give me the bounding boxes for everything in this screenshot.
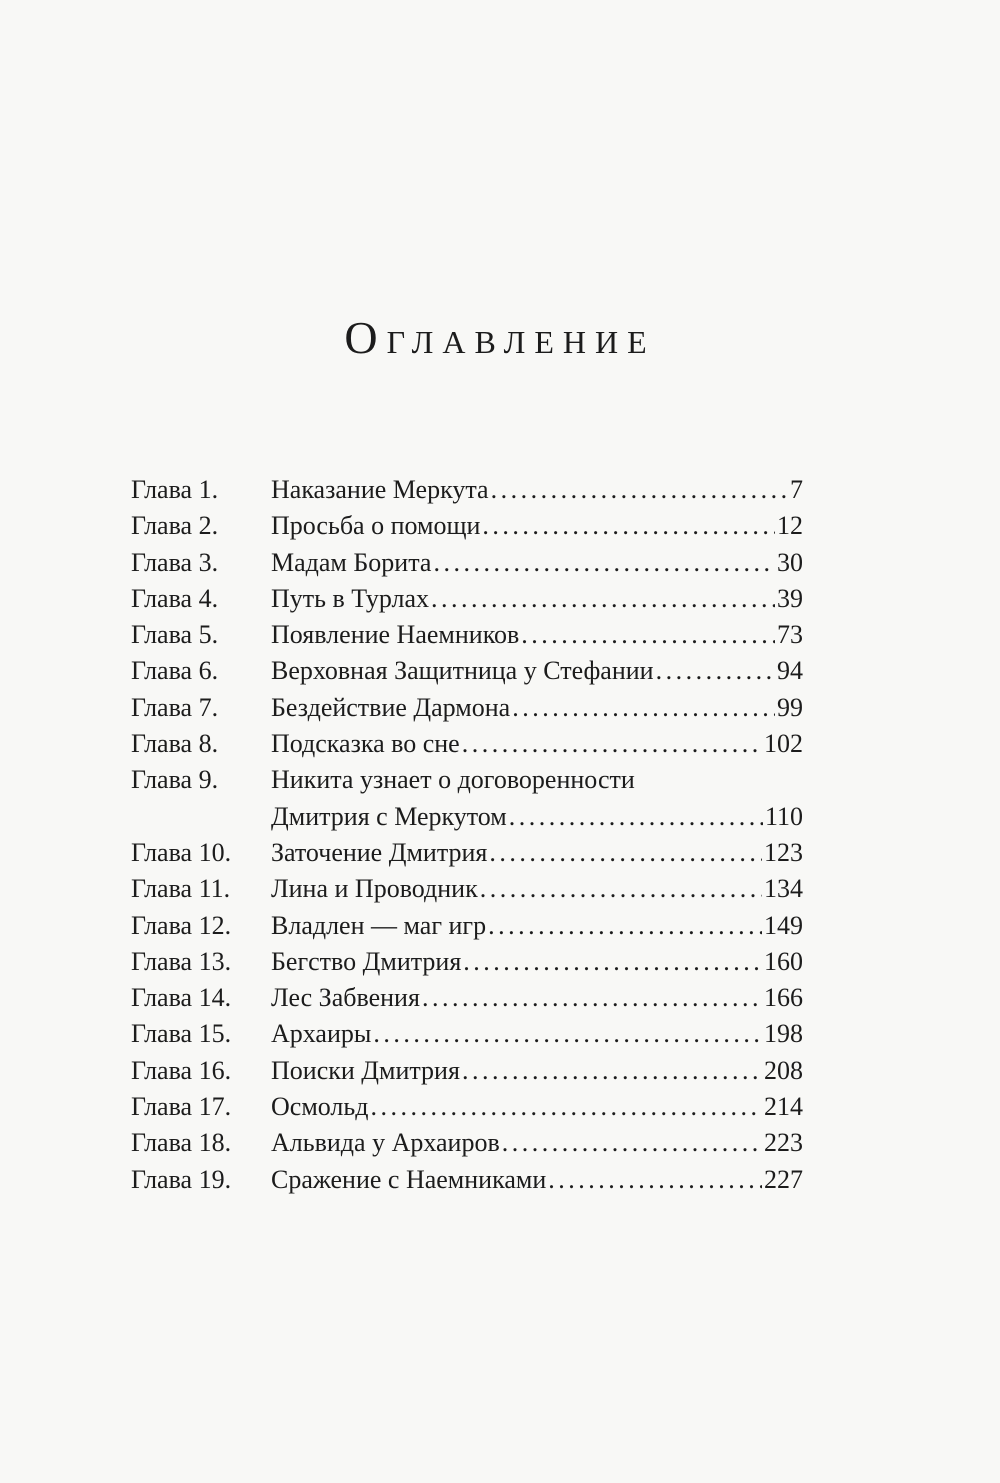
dot-leader [502,1125,762,1161]
dot-leader [509,799,763,835]
chapter-label: Глава 17. [131,1092,232,1122]
chapter-page-number: 134 [764,874,803,904]
chapter-title: Архаиры [271,1019,372,1049]
chapter-label: Глава 10. [131,837,232,867]
dot-leader [462,726,762,762]
toc-row [131,871,803,907]
chapter-title: Дмитрия с Меркутом [271,801,507,831]
chapter-entry [271,1125,803,1161]
chapter-label: Глава 11. [131,874,231,904]
toc-row [131,690,803,726]
chapter-page-number: 110 [764,801,803,831]
chapter-entry [271,835,803,871]
dot-leader [548,1162,762,1198]
chapter-title: Сражение с Наемниками [271,1164,547,1194]
dot-leader [482,508,775,544]
chapter-page-number: 214 [764,1092,803,1122]
dot-leader [463,944,762,980]
chapter-page-number: 102 [764,729,803,759]
chapter-label: Глава 6. [131,656,219,686]
chapter-entry [271,799,803,835]
chapter-title: Бездействие Дармона [271,692,511,722]
chapter-title: Поиски Дмитрия [271,1055,460,1085]
chapter-title: Просьба о помощи [271,511,481,541]
dot-leader [489,835,762,871]
dot-leader [433,545,775,581]
toc-row [131,835,803,871]
dot-leader [373,1016,762,1052]
chapter-title: Лес Забвения [271,983,420,1013]
chapter-title: Путь в Турлах [271,583,430,613]
chapter-entry [271,1089,803,1125]
toc-row [131,980,803,1016]
chapter-label: Глава 5. [131,620,219,650]
toc-row [131,472,803,508]
dot-leader [431,581,775,617]
toc-row [131,944,803,980]
chapter-title: Наказание Меркута [271,475,489,504]
chapter-page-number: 166 [764,983,803,1013]
chapter-title: Владлен — маг игр [271,910,487,940]
toc-row [131,1016,803,1052]
dot-leader [422,980,762,1016]
chapter-label: Глава 16. [131,1055,232,1085]
chapter-title: Бегство Дмитрия [271,946,462,976]
chapter-label: Глава 9. [131,765,219,795]
chapter-label: Глава 8. [131,729,219,759]
chapter-title: Осмольд [271,1092,369,1122]
toc-row [131,1125,803,1161]
chapter-label: Глава 1. [131,475,219,504]
dot-leader [512,690,775,726]
chapter-page-number: 12 [777,511,803,541]
chapter-label: Глава 2. [131,511,219,541]
chapter-label: Глава 3. [131,547,219,577]
toc-row [131,1162,803,1198]
chapter-entry [271,653,803,689]
chapter-label: Глава 13. [131,946,232,976]
toc-row [131,726,803,762]
chapter-entry [271,944,803,980]
chapter-page-number: 227 [764,1164,803,1194]
chapter-title-line-1: Никита узнает о договоренности [271,765,635,795]
chapter-title: Верховная Защитница у Стефании [271,656,654,686]
chapter-entry [271,1053,803,1089]
chapter-title: Подсказка во сне [271,729,460,759]
toc-row [131,762,803,835]
chapter-entry [271,508,803,544]
dot-leader [462,1053,762,1089]
dot-leader [480,871,762,907]
toc-row [131,908,803,944]
chapter-entry [271,617,803,653]
chapter-entry [271,871,803,907]
chapter-page-number: 208 [764,1055,803,1085]
chapter-page-number: 73 [777,620,803,650]
chapter-entry [271,1016,803,1052]
dot-leader [491,472,788,508]
chapter-label: Глава 15. [131,1019,232,1049]
chapter-title: Заточение Дмитрия [271,837,488,867]
dot-leader [488,908,762,944]
chapter-title: Мадам Борита [271,547,432,577]
dot-leader [371,1089,763,1125]
chapter-page-number: 223 [764,1128,803,1158]
chapter-page-number: 123 [764,837,803,867]
chapter-label: Глава 14. [131,983,232,1013]
page-title: Оглавление [344,311,656,363]
toc-row [131,617,803,653]
chapter-entry [271,690,803,726]
dot-leader [521,617,775,653]
chapter-title: Альвида у Архаиров [271,1128,500,1158]
toc-row [131,581,803,617]
toc-row [131,1053,803,1089]
chapter-page-number: 198 [764,1019,803,1049]
chapter-label: Глава 18. [131,1128,232,1158]
chapter-entry [271,1162,803,1198]
chapter-entry [271,726,803,762]
chapter-entry [271,908,803,944]
toc-row [131,508,803,544]
toc-row [131,545,803,581]
chapter-entry [271,581,803,617]
chapter-title: Появление Наемников [271,620,520,650]
table-of-contents [131,472,803,1198]
dot-leader [656,653,775,689]
chapter-entry [271,545,803,581]
chapter-label: Глава 19. [131,1164,232,1194]
chapter-page-number: 94 [777,656,803,686]
toc-row [131,1089,803,1125]
chapter-page-number: 160 [764,946,803,976]
chapter-label: Глава 12. [131,910,232,940]
chapter-page-number: 7 [790,475,803,504]
chapter-page-number: 39 [777,583,803,613]
chapter-label: Глава 4. [131,583,219,613]
chapter-entry [271,980,803,1016]
chapter-label: Глава 7. [131,692,219,722]
chapter-page-number: 99 [777,692,803,722]
toc-row [131,653,803,689]
chapter-entry [271,472,803,508]
chapter-title: Лина и Проводник [271,874,478,904]
chapter-page-number: 30 [777,547,803,577]
chapter-page-number: 149 [764,910,803,940]
